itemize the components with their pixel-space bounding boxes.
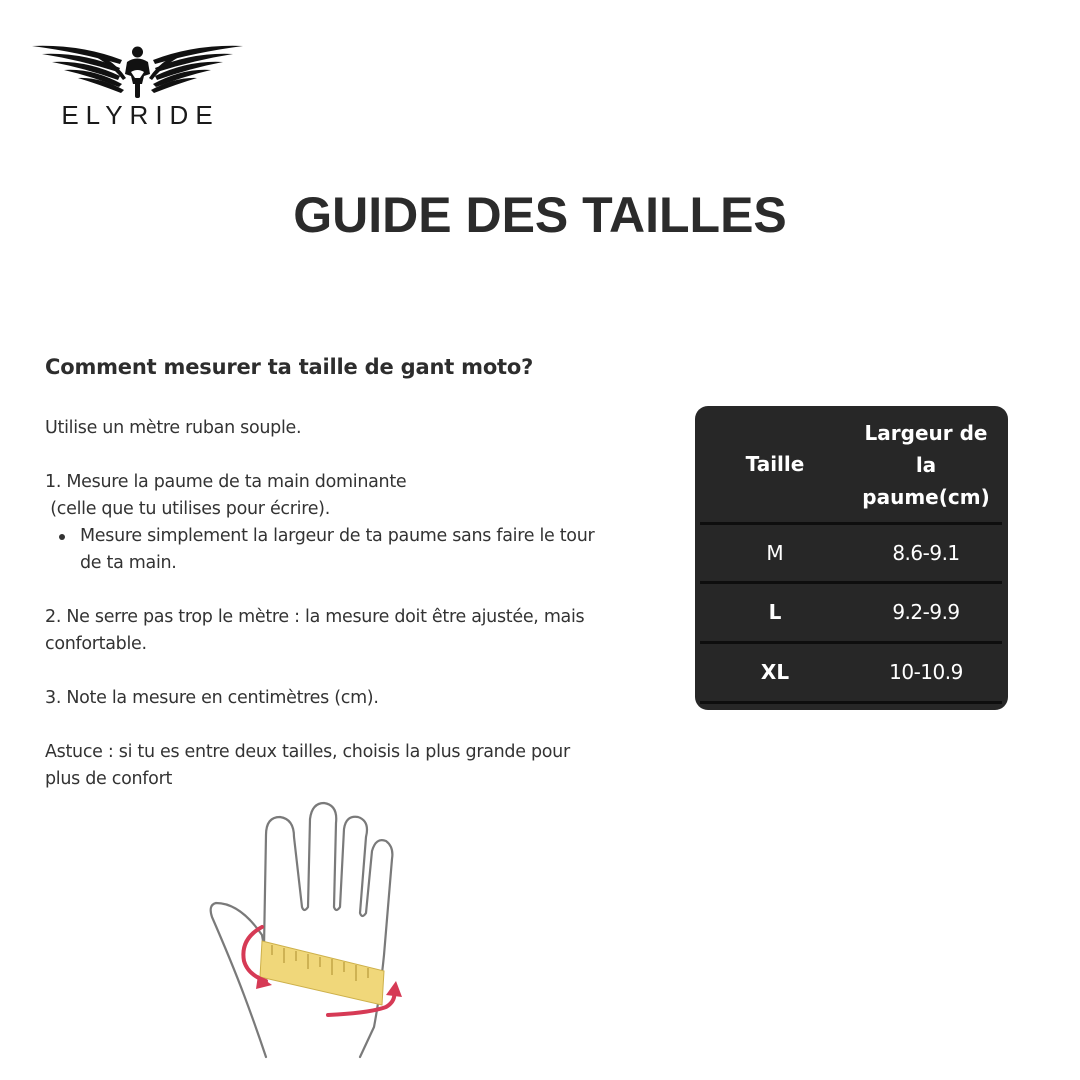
hand-palm-measuring-tape-icon [200, 795, 420, 1065]
header-palm-width-line2: la [915, 452, 937, 477]
intro-text: Utilise un mètre ruban souple. [45, 418, 302, 438]
measurement-instructions [45, 355, 645, 793]
winged-motorcycle-rider-icon [30, 40, 245, 100]
table-row [700, 523, 1002, 582]
header-palm-width-line1: Largeur de [864, 420, 988, 445]
header-palm-width-line3: paume(cm) [862, 484, 990, 509]
table-row [700, 582, 1002, 642]
section-heading: Comment mesurer ta taille de gant moto? [45, 355, 534, 379]
header-size: Taille [700, 406, 850, 523]
palm-width-cell: 10-10.9 [850, 642, 1002, 702]
size-cell: M [700, 523, 850, 582]
tip-text: Astuce : si tu es entre deux tailles, choisis la plus grande pour plus de confort [45, 742, 570, 789]
size-chart-card [695, 406, 1008, 710]
size-cell: XL [700, 642, 850, 702]
header-palm-width [850, 406, 1002, 523]
brand-name: ELYRIDE [61, 100, 220, 130]
size-cell: L [700, 582, 850, 642]
brand-logo [30, 40, 245, 132]
step-3-text: 3. Note la mesure en centimètres (cm). [45, 688, 379, 708]
table-header-row [700, 406, 1002, 523]
hand-measuring-illustration [200, 795, 420, 1065]
palm-width-cell: 9.2-9.9 [850, 582, 1002, 642]
table-row [700, 642, 1002, 702]
page-title: GUIDE DES TAILLES [293, 187, 787, 243]
step-1-note: (celle que tu utilises pour écrire). [45, 499, 330, 519]
palm-width-cell: 8.6-9.1 [850, 523, 1002, 582]
step-1-bullets [45, 523, 645, 577]
bullet-item: Mesure simplement la largeur de ta paume sans faire le tour de ta main. [80, 523, 600, 577]
step-1-text: 1. Mesure la paume de ta main dominante [45, 472, 407, 492]
step-2-text: 2. Ne serre pas trop le mètre : la mesure doit être ajustée, mais confortable. [45, 607, 585, 654]
size-chart-table [700, 406, 1002, 704]
